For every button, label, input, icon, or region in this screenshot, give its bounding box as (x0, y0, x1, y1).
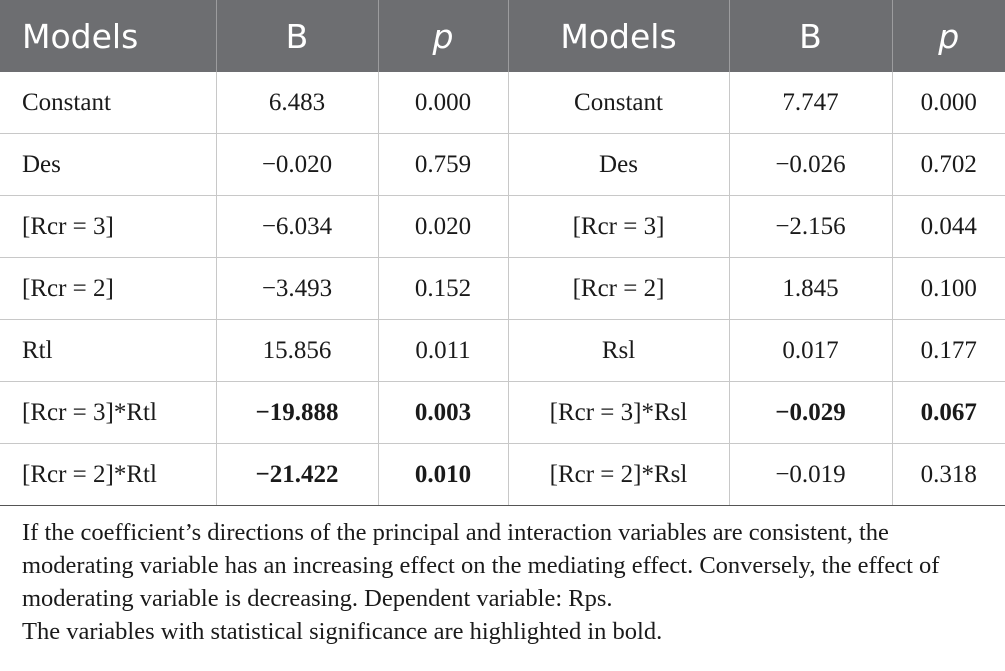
cell-right-b: −2.156 (729, 196, 892, 258)
cell-right-p: 0.702 (892, 134, 1005, 196)
table-footnotes (22, 516, 997, 648)
cell-right-p: 0.000 (892, 72, 1005, 134)
cell-left-model: Des (0, 134, 216, 196)
cell-right-p: 0.100 (892, 258, 1005, 320)
cell-right-b: 1.845 (729, 258, 892, 320)
footnote-interpretation: If the coefficient’s directions of the principal and interaction variables are consistent, the moderating variable has an increasing effect on the mediating effect. Conversely, the effect of moderating variable is decreasing. Dependent variable: Rps. (22, 519, 940, 612)
cell-left-p: 0.152 (378, 258, 508, 320)
cell-left-p-significant: 0.010 (378, 444, 508, 506)
cell-left-p: 0.020 (378, 196, 508, 258)
cell-right-model: [Rcr = 2]*Rsl (508, 444, 729, 506)
table-row (0, 72, 1005, 134)
cell-right-model: [Rcr = 2] (508, 258, 729, 320)
cell-right-model: Rsl (508, 320, 729, 382)
cell-right-b-significant: −0.029 (729, 382, 892, 444)
header-b-left: B (216, 0, 378, 72)
cell-left-p-significant: 0.003 (378, 382, 508, 444)
cell-right-b: 7.747 (729, 72, 892, 134)
cell-right-p: 0.044 (892, 196, 1005, 258)
cell-left-p: 0.759 (378, 134, 508, 196)
cell-left-model: [Rcr = 3]*Rtl (0, 382, 216, 444)
table-row (0, 320, 1005, 382)
cell-left-b: −6.034 (216, 196, 378, 258)
cell-left-p: 0.000 (378, 72, 508, 134)
table-row (0, 196, 1005, 258)
table-row (0, 134, 1005, 196)
cell-left-b: 6.483 (216, 72, 378, 134)
cell-right-model: [Rcr = 3]*Rsl (508, 382, 729, 444)
cell-left-model: [Rcr = 3] (0, 196, 216, 258)
cell-left-model: [Rcr = 2] (0, 258, 216, 320)
header-p-left: p (378, 0, 508, 72)
cell-left-p: 0.011 (378, 320, 508, 382)
cell-right-model: Des (508, 134, 729, 196)
cell-left-b-significant: −21.422 (216, 444, 378, 506)
cell-left-model: Constant (0, 72, 216, 134)
cell-right-p: 0.318 (892, 444, 1005, 506)
cell-left-b: −3.493 (216, 258, 378, 320)
cell-left-model: [Rcr = 2]*Rtl (0, 444, 216, 506)
table-body (0, 72, 1005, 506)
table-row (0, 444, 1005, 506)
table-row (0, 382, 1005, 444)
header-p-right: p (892, 0, 1005, 72)
cell-left-b: −0.020 (216, 134, 378, 196)
header-models-left: Models (0, 0, 216, 72)
header-b-right: B (729, 0, 892, 72)
cell-right-b: 0.017 (729, 320, 892, 382)
cell-left-model: Rtl (0, 320, 216, 382)
header-row (0, 0, 1005, 72)
cell-left-b: 15.856 (216, 320, 378, 382)
footnote-significance: The variables with statistical significance are highlighted in bold. (22, 618, 663, 645)
header-models-right: Models (508, 0, 729, 72)
cell-left-b-significant: −19.888 (216, 382, 378, 444)
table-header (0, 0, 1005, 72)
cell-right-model: Constant (508, 72, 729, 134)
cell-right-p-significant: 0.067 (892, 382, 1005, 444)
cell-right-b: −0.026 (729, 134, 892, 196)
cell-right-b: −0.019 (729, 444, 892, 506)
table-row (0, 258, 1005, 320)
cell-right-p: 0.177 (892, 320, 1005, 382)
cell-right-model: [Rcr = 3] (508, 196, 729, 258)
